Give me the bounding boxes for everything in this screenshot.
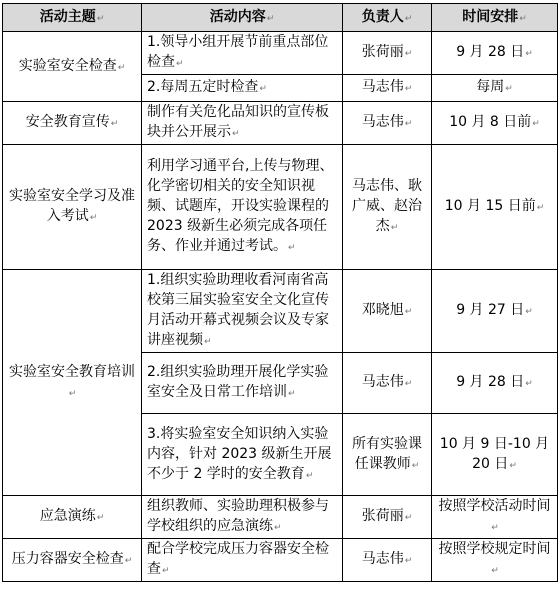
content-cell: 配合学校完成压力容器安全检查↵: [142, 539, 343, 582]
content-cell: 组织教师、实验助理积极参与学校组织的应急演练↵: [142, 496, 343, 539]
table-row: [3, 539, 558, 582]
time-cell: 9 月 28 日↵: [432, 353, 558, 414]
time-cell: 按照学校规定时间↵: [432, 539, 558, 582]
theme-cell: 实验室安全学习及准入考试↵: [3, 145, 142, 270]
time-cell: 按照学校活动时间↵: [432, 496, 558, 539]
header-theme: 活动主题↵: [3, 4, 142, 32]
theme-cell: 实验室安全教育培训↵: [3, 270, 142, 496]
person-cell: 张荷丽↵: [343, 32, 432, 75]
table-row: [3, 496, 558, 539]
person-cell: 所有实验课任课教师↵: [343, 414, 432, 496]
content-cell: 3.将实验室安全知识纳入实验内容，针对 2023 级新生开展不少于 2 学时的安全教育↵: [142, 414, 343, 496]
time-cell: 每周↵: [432, 75, 558, 102]
table-row: [3, 145, 558, 270]
schedule-table: [2, 3, 558, 582]
person-cell: 张荷丽↵: [343, 496, 432, 539]
table-row: [3, 32, 558, 75]
content-cell: 2.每周五定时检查↵: [142, 75, 343, 102]
content-cell: 2.组织实验助理开展化学实验室安全及日常工作培训↵: [142, 353, 343, 414]
time-cell: 9 月 28 日↵: [432, 32, 558, 75]
theme-cell: 应急演练↵: [3, 496, 142, 539]
time-cell: 10 月 15 日前↵: [432, 145, 558, 270]
header-content: 活动内容↵: [142, 4, 343, 32]
header-time: 时间安排↵: [432, 4, 558, 32]
content-cell: 制作有关危化品知识的宣传板块并公开展示↵: [142, 102, 343, 145]
header-person: 负责人↵: [343, 4, 432, 32]
theme-cell: 压力容器安全检查↵: [3, 539, 142, 582]
time-cell: 9 月 27 日↵: [432, 270, 558, 353]
content-cell: 1.领导小组开展节前重点部位检查↵: [142, 32, 343, 75]
content-cell: 利用学习通平台,上传与物理、化学密切相关的安全知识视频、试题库，开设实验课程的 2023 级新生必须完成各项任务、作业并通过考试。↵: [142, 145, 343, 270]
table-row: [3, 270, 558, 353]
person-cell: 马志伟↵: [343, 539, 432, 582]
table-row: [3, 102, 558, 145]
header-row: [3, 4, 558, 32]
person-cell: 马志伟、耿广威、赵治杰↵: [343, 145, 432, 270]
person-cell: 马志伟↵: [343, 102, 432, 145]
content-cell: 1.组织实验助理收看河南省高校第三届实验室安全文化宣传月活动开幕式视频会议及专家讲座视频↵: [142, 270, 343, 353]
theme-cell: 实验室安全检查↵: [3, 32, 142, 102]
time-cell: 10 月 8 日前↵: [432, 102, 558, 145]
person-cell: 马志伟↵: [343, 353, 432, 414]
theme-cell: 安全教育宣传↵: [3, 102, 142, 145]
person-cell: 邓晓旭↵: [343, 270, 432, 353]
person-cell: 马志伟↵: [343, 75, 432, 102]
time-cell: 10 月 9 日-10 月 20 日↵: [432, 414, 558, 496]
